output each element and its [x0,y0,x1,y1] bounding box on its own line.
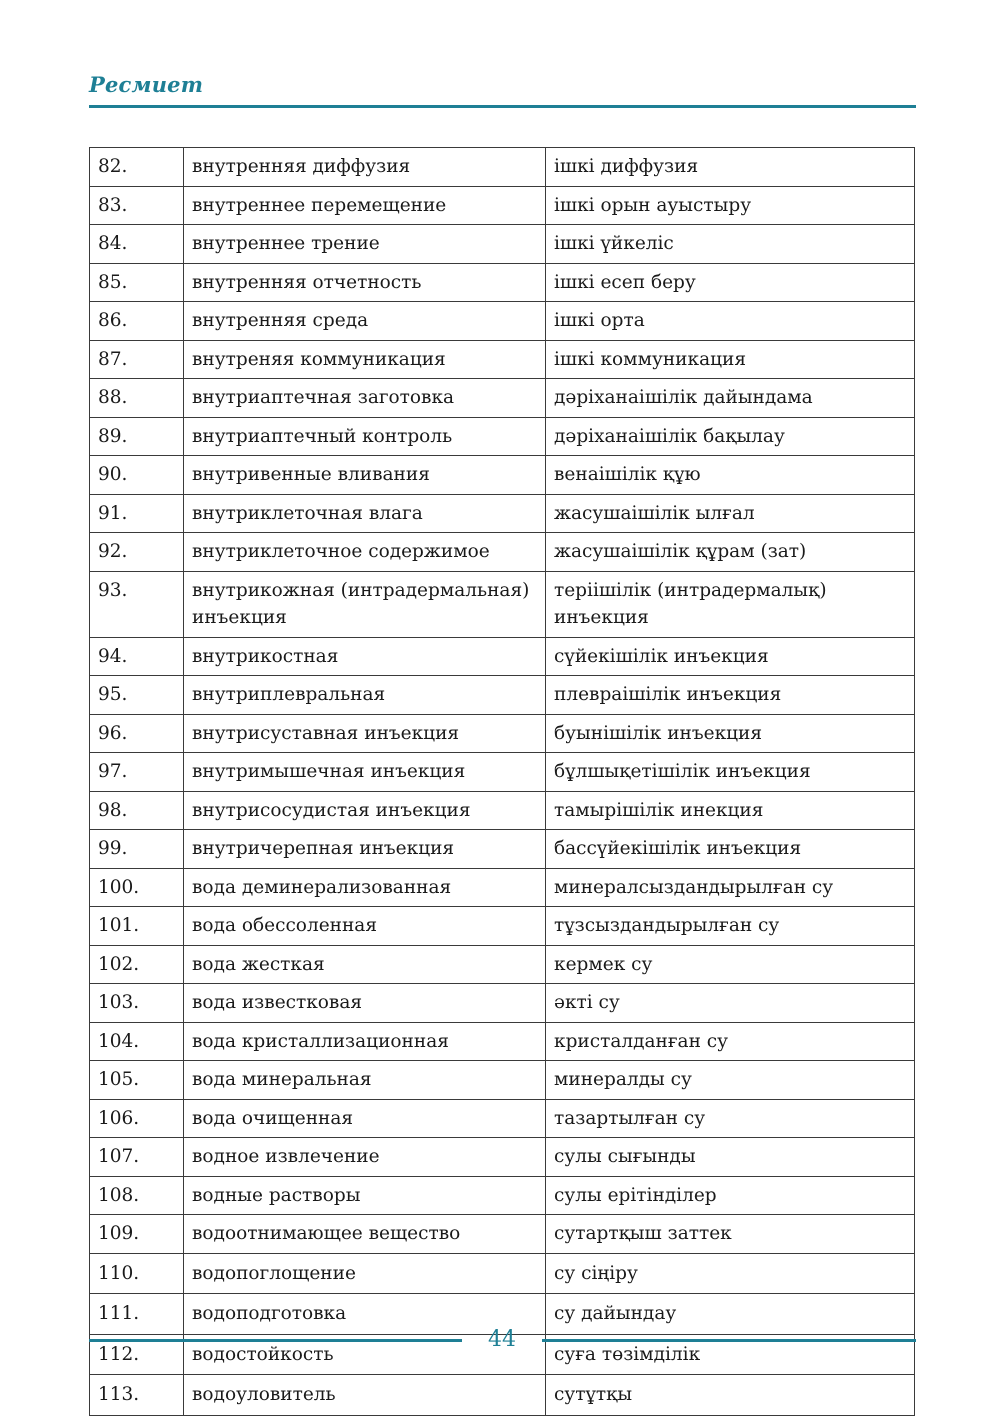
term-kazakh: ішкі коммуникация [546,340,915,379]
term-russian: внутрикостная [184,637,546,676]
table-row [90,1022,915,1061]
table-row [90,1099,915,1138]
term-russian: вода кристаллизационная [184,1022,546,1061]
term-kazakh: буынішілік инъекция [546,714,915,753]
term-kazakh: ішкі диффузия [546,148,915,187]
term-russian: вода известковая [184,984,546,1023]
term-kazakh: минералды су [546,1061,915,1100]
term-russian: внутривенные вливания [184,456,546,495]
term-kazakh: ішкі орын ауыстыру [546,186,915,225]
term-kazakh: сүйекішілік инъекция [546,637,915,676]
term-russian: внутриаптечная заготовка [184,379,546,418]
term-russian: внутреняя коммуникация [184,340,546,379]
term-kazakh: дәріханаішілік бақылау [546,417,915,456]
term-russian: водоотнимающее вещество [184,1215,546,1254]
term-russian: водопоглощение [184,1253,546,1294]
term-russian: внутрисуставная инъекция [184,714,546,753]
term-russian: внутричерепная инъекция [184,830,546,869]
table-row [90,791,915,830]
term-kazakh: ішкі үйкеліс [546,225,915,264]
table-row [90,1176,915,1215]
term-number: 85. [90,263,184,302]
term-kazakh: тамырішілік инекция [546,791,915,830]
term-number: 84. [90,225,184,264]
term-kazakh: кристалданған су [546,1022,915,1061]
term-number: 83. [90,186,184,225]
term-russian: вода очищенная [184,1099,546,1138]
term-number: 110. [90,1253,184,1294]
term-kazakh: венаішілік құю [546,456,915,495]
term-russian: внутриплевральная [184,676,546,715]
term-russian: внутреннее перемещение [184,186,546,225]
term-number: 96. [90,714,184,753]
term-number: 97. [90,753,184,792]
term-number: 94. [90,637,184,676]
term-number: 102. [90,945,184,984]
table-row [90,263,915,302]
table-row [90,868,915,907]
term-number: 105. [90,1061,184,1100]
term-kazakh: ішкі орта [546,302,915,341]
term-kazakh: сутұтқы [546,1375,915,1416]
term-number: 112. [90,1334,184,1375]
term-number: 100. [90,868,184,907]
glossary-table-body [90,148,915,1416]
page-number: 44 [488,1327,516,1352]
term-number: 92. [90,533,184,572]
table-row [90,1061,915,1100]
term-number: 91. [90,494,184,533]
term-russian: вода жесткая [184,945,546,984]
table-row [90,1215,915,1254]
table-row [90,340,915,379]
glossary-table [89,147,915,1416]
term-russian: внутренняя среда [184,302,546,341]
term-russian: водоподготовка [184,1294,546,1335]
term-kazakh: кермек су [546,945,915,984]
term-russian: вода обессоленная [184,907,546,946]
term-kazakh: бассүйекішілік инъекция [546,830,915,869]
term-number: 99. [90,830,184,869]
table-row [90,753,915,792]
term-number: 101. [90,907,184,946]
term-number: 93. [90,571,184,637]
table-row [90,714,915,753]
term-kazakh: ішкі есеп беру [546,263,915,302]
table-row [90,676,915,715]
table-row [90,456,915,495]
table-row [90,494,915,533]
table-row [90,533,915,572]
term-number: 82. [90,148,184,187]
term-number: 113. [90,1375,184,1416]
term-russian: водостойкость [184,1334,546,1375]
term-kazakh: плевраішілік инъекция [546,676,915,715]
term-russian: водное извлечение [184,1138,546,1177]
term-kazakh: дәріханаішілік дайындама [546,379,915,418]
term-russian: вода минеральная [184,1061,546,1100]
term-russian: внутренняя диффузия [184,148,546,187]
term-russian: внутриклеточная влага [184,494,546,533]
table-row [90,302,915,341]
term-number: 111. [90,1294,184,1335]
term-kazakh: сулы сығынды [546,1138,915,1177]
term-russian: внутриклеточное содержимое [184,533,546,572]
term-number: 104. [90,1022,184,1061]
table-row [90,1375,915,1416]
term-russian: водные растворы [184,1176,546,1215]
term-number: 95. [90,676,184,715]
term-kazakh: жасушаішілік ылғал [546,494,915,533]
table-row [90,379,915,418]
term-russian: внутренняя отчетность [184,263,546,302]
term-number: 98. [90,791,184,830]
running-header-title: Ресмиет [89,72,204,97]
term-kazakh: сулы ерітінділер [546,1176,915,1215]
header-divider [89,105,916,108]
term-number: 109. [90,1215,184,1254]
term-number: 103. [90,984,184,1023]
term-number: 108. [90,1176,184,1215]
table-row [90,186,915,225]
term-russian: вода деминерализованная [184,868,546,907]
table-row [90,637,915,676]
table-row [90,417,915,456]
term-russian: водоуловитель [184,1375,546,1416]
table-row [90,945,915,984]
table-row [90,571,915,637]
footer-divider-left [89,1339,462,1342]
table-row [90,907,915,946]
table-row [90,830,915,869]
table-row [90,225,915,264]
term-kazakh: әкті су [546,984,915,1023]
term-russian: внутреннее трение [184,225,546,264]
table-row [90,1253,915,1294]
term-kazakh: жасушаішілік құрам (зат) [546,533,915,572]
term-number: 87. [90,340,184,379]
term-russian: внутрикожная (интрадермальная) инъекция [184,571,546,637]
term-kazakh: тұзсыздандырылған су [546,907,915,946]
term-russian: внутрисосудистая инъекция [184,791,546,830]
table-row [90,148,915,187]
term-number: 89. [90,417,184,456]
term-number: 88. [90,379,184,418]
term-kazakh: су сіңіру [546,1253,915,1294]
term-kazakh: бұлшықетішілік инъекция [546,753,915,792]
footer-divider-right [542,1339,916,1342]
term-russian: внутримышечная инъекция [184,753,546,792]
term-kazakh: суға төзімділік [546,1334,915,1375]
term-kazakh: су дайындау [546,1294,915,1335]
term-kazakh: теріішілік (интрадермалық) инъекция [546,571,915,637]
term-number: 90. [90,456,184,495]
term-kazakh: сутартқыш заттек [546,1215,915,1254]
term-number: 86. [90,302,184,341]
table-row [90,1138,915,1177]
table-row [90,984,915,1023]
term-russian: внутриаптечный контроль [184,417,546,456]
term-number: 106. [90,1099,184,1138]
term-kazakh: минералсыздандырылған су [546,868,915,907]
term-kazakh: тазартылған су [546,1099,915,1138]
term-number: 107. [90,1138,184,1177]
